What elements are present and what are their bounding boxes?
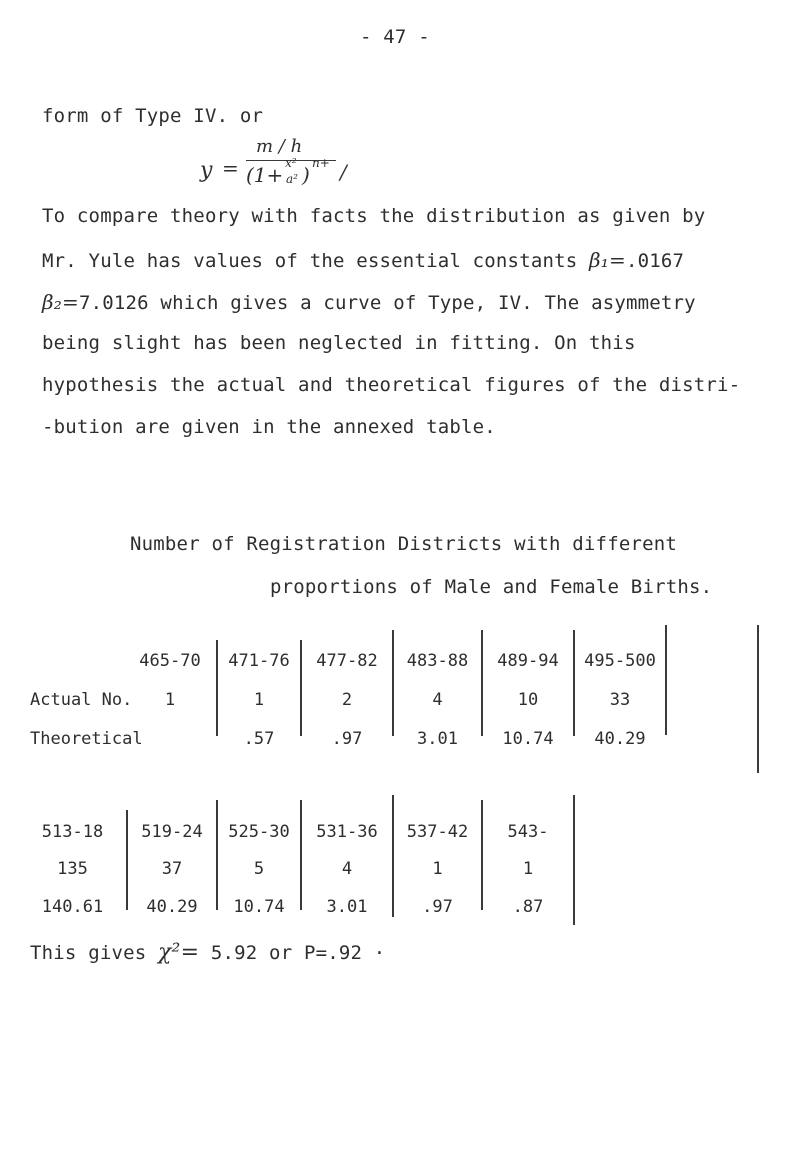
table-1-cell: 10.74 [502, 729, 554, 749]
table-2-cell: 4 [341, 859, 353, 879]
formula-den-left: (1+ [246, 163, 284, 187]
table-1-divider [573, 630, 575, 736]
table-2-header: 525-30 [228, 822, 290, 842]
table-2-divider [300, 800, 302, 910]
table-2-divider [573, 795, 575, 925]
table-1-header: 471-76 [228, 651, 290, 671]
beta2-symbol: β₂= [42, 290, 79, 314]
table-1-cell: 10 [517, 690, 539, 710]
table-2-header: 513-18 [41, 822, 104, 842]
formula-den-exponent: n+ [312, 156, 330, 170]
table-2-header: 531-36 [316, 822, 378, 842]
table-1-header: 483-88 [406, 651, 469, 671]
paragraph-line-6: -bution are given in the annexed table. [42, 416, 496, 438]
table-1-header: 477-82 [316, 651, 378, 671]
formula-lhs: y [200, 158, 213, 183]
table-1-cell: 4 [432, 690, 443, 710]
table-1-header: 489-94 [497, 651, 559, 671]
chi-square-symbol: χ²= [158, 940, 200, 965]
table-1-divider [757, 625, 759, 773]
table-1-header: 465-70 [139, 651, 201, 671]
table-2-divider [216, 800, 218, 910]
table-2-header: 519-24 [141, 822, 203, 842]
table-2-header: 543- [507, 822, 549, 842]
table-1-cell: 2 [341, 690, 353, 710]
paragraph-line-5: hypothesis the actual and theoretical figures of the distri- [42, 374, 741, 396]
table-1-cell: .97 [331, 729, 363, 749]
table-1-row-label: Actual No. [30, 690, 133, 710]
table-2-cell: 5 [253, 859, 265, 879]
table-2-cell: 1 [522, 859, 534, 879]
table-1-divider [481, 630, 483, 736]
table-2-cell: 1 [432, 859, 443, 879]
table-1-cell: 1 [164, 690, 176, 710]
formula-tail: / [340, 160, 347, 184]
conclusion-line [30, 940, 385, 965]
table-2-cell: .87 [512, 897, 544, 917]
table-2-header: 537-42 [406, 822, 469, 842]
table-1-cell: 1 [253, 690, 265, 710]
beta1-value: .0167 [626, 250, 685, 272]
paragraph-line-4: being slight has been neglected in fitting. On this [42, 332, 636, 354]
intro-line: form of Type IV. or [42, 105, 264, 127]
table-1-cell: 3.01 [417, 729, 458, 749]
table-1-row-label: Theoretical [30, 729, 143, 749]
paragraph-line-1: To compare theory with facts the distribution as given by [42, 205, 706, 227]
table-2-cell: 140.61 [41, 897, 104, 917]
table-1-cell: .57 [243, 729, 275, 749]
beta1-symbol: β₁= [589, 248, 626, 272]
table-2-cell: 135 [57, 859, 88, 879]
paragraph-line-2 [42, 248, 684, 272]
table-1-divider [392, 630, 394, 736]
table-caption-line-2: proportions of Male and Female Births. [270, 576, 713, 598]
paragraph-line-3-text: 7.0126 which gives a curve of Type, IV. The asymmetry [78, 292, 696, 314]
formula-equals: = [222, 156, 239, 180]
formula-den-frac-num: x² [285, 156, 297, 170]
table-2-cell: 37 [161, 859, 183, 879]
formula-numerator: m / h [256, 136, 303, 157]
table-1-header: 495-500 [584, 651, 656, 671]
conclusion-prefix: This gives [30, 942, 147, 964]
table-1-cell: 40.29 [594, 729, 646, 749]
paragraph-line-3 [42, 290, 696, 314]
table-1-cell: 33 [609, 690, 631, 710]
conclusion-text: 5.92 or P=.92 · [210, 942, 386, 964]
table-2-cell: 3.01 [326, 897, 368, 917]
formula-den-right: ) [302, 163, 310, 187]
table-2-cell: .97 [422, 897, 453, 917]
table-caption-line-1: Number of Registration Districts with different [130, 533, 678, 555]
table-2-cell: 40.29 [146, 897, 198, 917]
table-2-cell: 10.74 [233, 897, 285, 917]
formula-den-frac-den: a² [286, 172, 298, 186]
paragraph-line-2-text: Mr. Yule has values of the essential constants [42, 250, 578, 272]
table-1-divider [665, 625, 667, 735]
page-number: - 47 - [360, 26, 430, 48]
table-2-divider [481, 800, 483, 910]
